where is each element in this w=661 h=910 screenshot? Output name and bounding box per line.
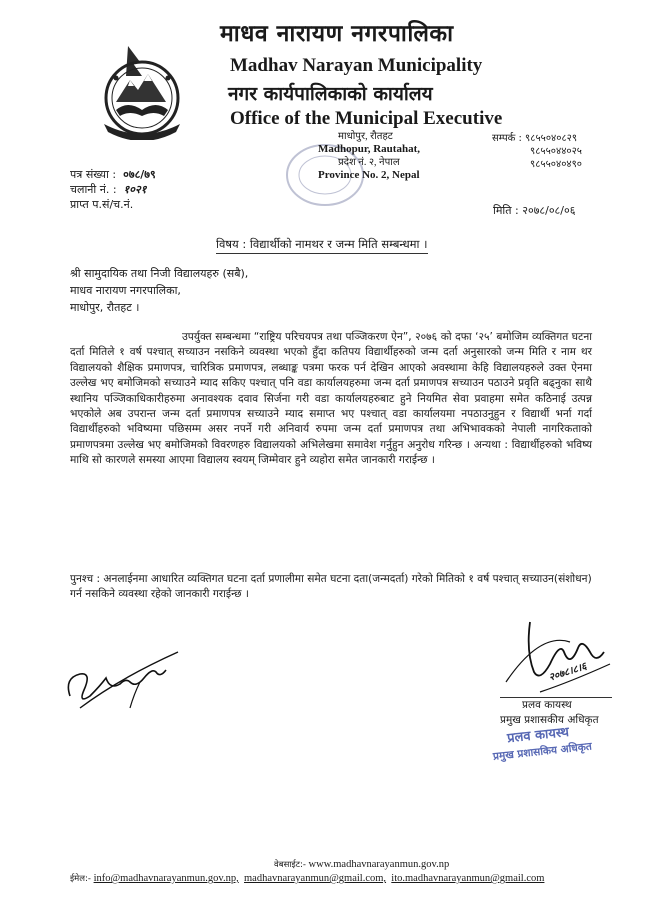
office-address <box>318 130 478 182</box>
contact-block <box>492 132 582 171</box>
address-line-3: प्रदेश नं. २, नेपाल <box>338 157 400 168</box>
contact-label: सम्पर्क : <box>492 133 522 144</box>
chalani-value: १०२१ <box>123 183 147 196</box>
postscript: पुनश्च : अनलाईनमा आधारित व्यक्तिगत घटना दर्ता प्रणालीमा समेत घटना दता(जन्मदर्ता) गरेको मितिको १ वर्ष पश्चात् सच्याउन(संशोधन) गर्न नसकिने व्यवस्था रहेको जानकारी गराईन्छ । <box>70 573 592 601</box>
address-line-2: Madhopur, Rautahat, <box>318 143 420 155</box>
prapta-label: प्राप्त प.सं/च.नं. <box>70 198 134 211</box>
recipient-line-1: श्री सामुदायिक तथा निजी विद्यालयहरु (सबै), <box>70 267 249 280</box>
office-name-english: Office of the Municipal Executive <box>230 108 503 129</box>
recipient-line-3: माधोपुर, रौतहट । <box>70 301 140 314</box>
address-line-1: माधोपुर, रौतहट <box>338 131 393 142</box>
left-handwritten-signature <box>60 638 190 718</box>
signer-signature <box>500 612 620 696</box>
footer-website <box>274 859 449 870</box>
stamp-title: प्रमुख प्रशासकिय अधिकृत <box>492 740 593 763</box>
stamp-name: प्रलव कायस्थ <box>506 724 570 747</box>
signer-name: प्रलव कायस्थ <box>522 699 572 711</box>
municipality-name-nepali: माधव नारायण नगरपालिका <box>220 21 454 47</box>
letter-reference-block <box>70 167 156 212</box>
website-label: वेबसाईट:- <box>274 860 306 870</box>
letter-body <box>70 330 592 469</box>
patra-sankhya-label: पत्र संख्या : <box>70 168 117 181</box>
body-paragraph: उपर्युक्त सम्बन्धमा “राष्ट्रिय परिचयपत्र तथा पञ्जिकरण ऐन”, २०७६ को दफा ‘२५’ बमोजिम व्यक्तिगत घटना दर्ता मितिले १ वर्ष पश्चात् सच्याउन नसकिने व्यवस्था भएको हुँदा कतिपय विद्यार्थीहरुको जन्म दर्ता अनुसारको जन्म मिति र नाम थर विद्यालयको शैक्षिक प्रमाणपत्र, चारित्रिक प्रमाणपत्र, लब्धाङ्क पत्रमा फरक पर्न देखिन आएको अवस्थामा केहि विद्यालयहरुले उक्त ऐनमा उल्लेख भए बमोजिमको सच्याउने म्याद सकिए पश्चात् पनि वडा कार्यालयहरुमा जन्म दर्ता प्रमाणपत्र सच्याउन पठाउने प्रवृति बढ्नुका साथै स्थानिय पञ्जिकाधिकारीहरुमा अनावश्यक दवाव सिर्जना गरी वडा कार्यालयहरुबाट हुने नियमित सेवा प्रवाहमा समेत कठिनाई उत्पन्न भएकोले अब उपरान्त जन्म दर्ता प्रमाणपत्र सच्याउने म्याद समाप्त भए पश्चात् वडा कार्यालयमा नपठाउनुहुन र विद्यार्थी भर्ना गर्दा विद्यार्थीहरुको भविष्यमा पछिसम्म असर नपर्ने गरी अनिवार्य रुपमा जन्म दर्ता प्रमाणपत्र तथा अभिभावकको नेपाली नागरिकताको प्रमाणपत्रमा उल्लेख भए बमोजिमको विवरणहरु विद्यालयको अभिलेखमा समावेश गर्नुहुन अनुरोध गरिन्छ । अन्यथा : विद्यार्थीहरुको भविष्य माथि सो कारणले समस्या आएमा विद्यालय स्वयम् जिम्मेवार हुने व्यहोरा समेत जानकारी गराईन्छ । <box>70 331 592 467</box>
municipality-name-english: Madhav Narayan Municipality <box>230 55 483 76</box>
recipient-block <box>70 265 248 316</box>
office-name-nepali: नगर कार्यपालिकाको कार्यालय <box>228 83 433 105</box>
signer-stamp <box>487 722 593 767</box>
patra-sankhya-value: ०७८/७९ <box>123 168 156 181</box>
contact-phone-3: ९८५५०४०४९० <box>530 159 582 170</box>
contact-phone-1: ९८५५०४०८२९ <box>525 133 578 144</box>
municipality-emblem <box>94 40 190 140</box>
signature-date: २०७८।८।६ <box>547 661 588 684</box>
contact-phone-2: ९८५५०४४०२५ <box>530 146 582 157</box>
footer-emails <box>70 873 544 884</box>
email-label: ईमेल:- <box>70 874 91 884</box>
email-link-info[interactable]: info@madhavnarayanmun.gov.np, <box>93 873 239 884</box>
website-link[interactable]: www.madhavnarayanmun.gov.np <box>308 859 450 870</box>
date-value: २०७८/०८/०६ <box>522 204 576 217</box>
letter-subject: विषय : विद्यार्थीको नामथर र जन्म मिति सम्बन्धमा । <box>216 237 428 254</box>
email-link-gmail[interactable]: madhavnarayanmun@gmail.com, <box>244 873 387 884</box>
recipient-line-2: माधव नारायण नगरपालिका, <box>70 284 181 297</box>
letter-date <box>493 203 575 218</box>
email-link-ito[interactable]: ito.madhavnarayanmun@gmail.com <box>391 873 545 884</box>
chalani-label: चलानी नं. : <box>70 183 117 196</box>
address-line-4: Province No. 2, Nepal <box>318 169 420 181</box>
signer-title: प्रमुख प्रशासकीय अधिकृत <box>500 714 599 726</box>
date-label: मिति : <box>493 204 519 217</box>
